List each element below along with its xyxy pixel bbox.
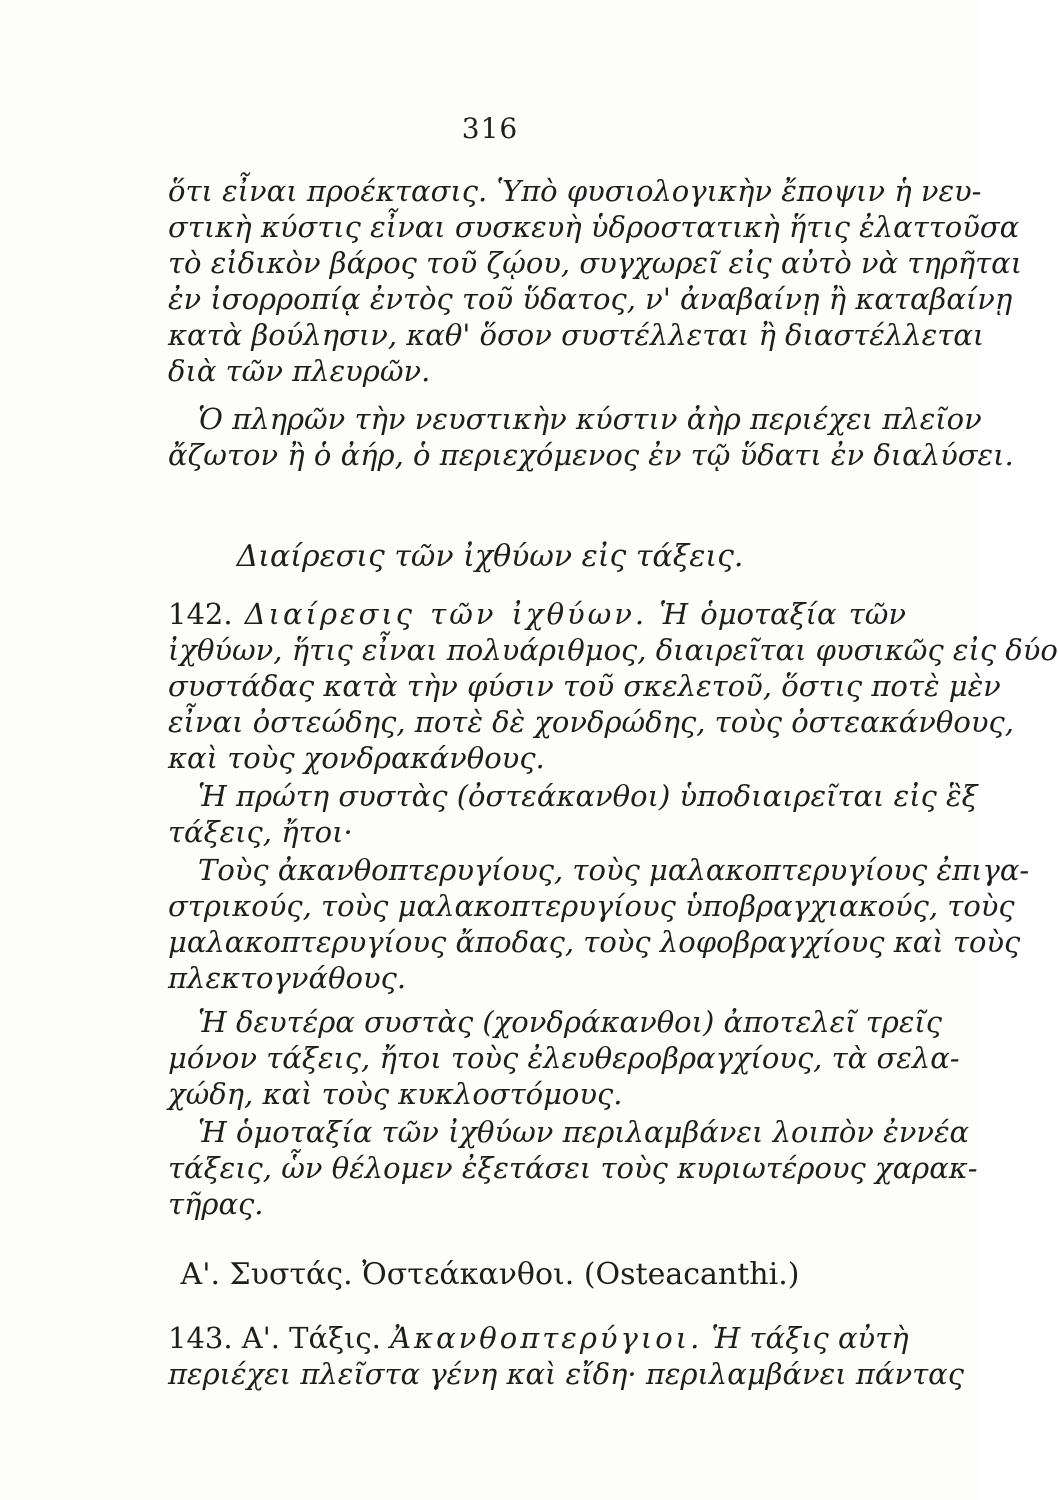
text-line: διὰ τῶν πλευρῶν. xyxy=(168,354,431,388)
text-line: εἶναι ὀστεώδης, ποτὲ δὲ χονδρώδης, τοὺς ὀστεακάνθους, xyxy=(168,705,1014,739)
order-label: Α'. Τάξις. xyxy=(241,1321,381,1355)
text-line: ὅτι εἶναι προέκτασις. Ὑπὸ φυσιολογικὴν ἔποψιν ἡ νευ- xyxy=(168,174,982,208)
section-142 xyxy=(168,596,1058,776)
section-142-first-line xyxy=(168,596,906,632)
text-line: ἄζωτον ἢ ὁ ἀήρ, ὁ περιεχόμενος ἐν τῷ ὕδατι ἐν διαλύσει. xyxy=(168,438,1014,472)
section-143 xyxy=(168,1320,964,1392)
text-line: κατὰ βούλησιν, καθ' ὅσον συστέλλεται ἢ διαστέλλεται xyxy=(168,318,985,352)
text-line: συστάδας κατὰ τὴν φύσιν τοῦ σκελετοῦ, ὅστις ποτὲ μὲν xyxy=(168,669,1001,703)
text-line: τὸ εἰδικὸν βάρος τοῦ ζῴου, συγχωρεῖ εἰς αὐτὸ νὰ τηρῆται xyxy=(168,246,1023,280)
paragraph-swim-bladder-function xyxy=(168,173,1023,389)
section-line-continuation: Ἡ ὁμοταξία τῶν xyxy=(659,597,907,631)
text-line: μαλακοπτερυγίους ἄποδας, τοὺς λοφοβραγχίους καὶ τοὺς xyxy=(168,925,1021,959)
paragraph-second-group xyxy=(168,1004,960,1112)
paragraph-first-group xyxy=(168,778,978,850)
text-line: ἰχθύων, ἥτις εἶναι πολυάριθμος, διαιρεῖται φυσικῶς εἰς δύο xyxy=(168,633,1058,667)
paragraph-summary xyxy=(168,1114,978,1222)
text-line: Ἡ πρώτη συστὰς (ὀστεάκανθοι) ὑποδιαιρεῖται εἰς ἓξ xyxy=(198,779,978,813)
text-line: μόνον τάξεις, ἤτοι τοὺς ἐλευθεροβραγχίους, τὰ σελα- xyxy=(168,1041,960,1075)
page-number: 316 xyxy=(461,112,519,145)
text-line: Ἡ δευτέρα συστὰς (χονδράκανθοι) ἀποτελεῖ τρεῖς xyxy=(198,1005,943,1039)
text-line: καὶ τοὺς χονδρακάνθους. xyxy=(168,741,545,775)
section-line-continuation: Ἡ τάξις αὐτὴ xyxy=(711,1321,909,1355)
text-line: Τοὺς ἀκανθοπτερυγίους, τοὺς μαλακοπτερυγίους ἐπιγα- xyxy=(198,853,1030,887)
text-line: στικὴ κύστις εἶναι συσκευὴ ὑδροστατικὴ ἥτις ἐλαττοῦσα xyxy=(168,210,1020,244)
text-line: πλεκτογνάθους. xyxy=(168,961,407,995)
text-line: τῆρας. xyxy=(168,1187,264,1221)
text-line: τάξεις, ὧν θέλομεν ἐξετάσει τοὺς κυριωτέρους χαρακ- xyxy=(168,1151,978,1185)
text-line: τάξεις, ἤτοι· xyxy=(168,815,353,849)
paragraph-orders xyxy=(168,852,1030,996)
text-line: στρικούς, τοὺς μαλακοπτερυγίους ὑποβραγχιακούς, τοὺς xyxy=(168,889,1015,923)
text-line: χώδη, καὶ τοὺς κυκλοστόμους. xyxy=(168,1077,623,1111)
section-143-first-line xyxy=(168,1320,909,1356)
section-title: Ἀκανθοπτερύγιοι. xyxy=(390,1321,703,1355)
paragraph-bladder-air xyxy=(168,401,1014,473)
section-title: Διαίρεσις τῶν ἰχθύων. xyxy=(244,597,648,631)
text-line: ἐν ἰσορροπίᾳ ἐντὸς τοῦ ὕδατος, ν' ἀναβαίνῃ ἢ καταβαίνῃ xyxy=(168,282,1013,316)
section-heading-division: Διαίρεσις τῶν ἰχθύων εἰς τάξεις. xyxy=(236,539,744,574)
section-number: 142. xyxy=(168,597,233,631)
text-line: περιέχει πλεῖστα γένη καὶ εἴδη· περιλαμβάνει πάντας xyxy=(168,1357,964,1391)
section-number: 143. xyxy=(168,1321,233,1355)
text-line: Ἡ ὁμοταξία τῶν ἰχθύων περιλαμβάνει λοιπὸν ἐννέα xyxy=(198,1115,970,1149)
section-heading-osteacanthi: Α'. Συστάς. Ὀστεάκανθοι. (Osteacanthi.) xyxy=(180,1257,800,1292)
text-line: Ὁ πληρῶν τὴν νευστικὴν κύστιν ἀὴρ περιέχει πλεῖον xyxy=(198,402,982,436)
